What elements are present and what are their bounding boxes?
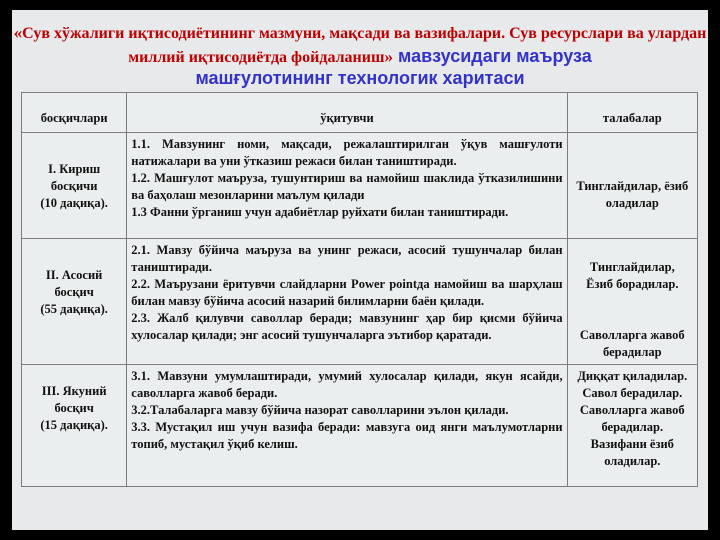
teacher-step: 2.1. Мавзу бўйича маъруза ва унинг режаси, асосий тушунчалар билан таништиради. [131,243,563,274]
title-close-quote: » [384,47,393,66]
header-stages: босқичлари [22,93,127,133]
stage-name: II. Асосий [45,268,103,282]
teacher-cell [127,239,567,365]
teacher-step: 3.3. Мустақил иш учун вазифа беради: мавзуга оид янги маълумотларни топиб, мустақил ўқиб келиш. [131,420,563,451]
header-teacher: ўқитувчи [127,93,567,133]
student-activity: Вазифани ёзиб оладилар. [590,437,674,468]
teacher-step: 1.3 Фанни ўрганиш учун адабиётлар руйхати билан таништиради. [131,205,509,219]
teacher-step: 2.2. Маърузани ёритувчи слайдларни Power pointда намойиш ва шарҳлаш билан мавзу бўйича асосий назарий билимларни баён қилади. [131,277,563,308]
student-activity: Диққат қиладилар. [577,369,688,383]
stage-cell [22,239,127,365]
table-row [22,239,698,365]
teacher-step: 2.3. Жалб қилувчи саволлар беради; мавзунинг ҳар бир қисми бўйича хулосалар қилади; энг асосий тушунчаларга эътибор қаратади. [131,311,563,342]
stage-name: III. Якуний [41,384,107,398]
technology-map-table [21,92,698,487]
students-cell [567,365,697,487]
stage-label: босқичи [50,179,98,193]
student-activity: Тинглайдилар, ёзиб оладилар [576,179,689,210]
student-activity: Ёзиб борадилар. [586,277,679,291]
header-students: талабалар [567,93,697,133]
student-activity: Тинглайдилар, [589,260,675,274]
stage-cell [22,133,127,239]
teacher-step: 1.2. Машғулот маъруза, тушунтириш ва намойиш шаклида ўтказилишини ва баҳолаш мезонларини маълум қилади [131,171,563,202]
stage-duration: (55 дақиқа). [40,302,108,316]
title-open-quote: « [13,23,23,42]
table-row [22,133,698,239]
teacher-cell [127,133,567,239]
table-header-row [22,93,698,133]
title-lecture: мавзусидаги маъруза [393,46,592,66]
title-technology-map: машғулотининг технологик харитаси [195,68,525,88]
teacher-step: 3.1. Мавзуни умумлаштиради, умумий хулосалар қилади, якун ясайди, саволларга жавоб беради. [131,369,563,400]
stage-name: I. Кириш [48,162,101,176]
students-cell [567,239,697,365]
student-activity: Саволларга жавоб берадилар [579,328,685,359]
teacher-cell [127,365,567,487]
students-cell [567,133,697,239]
slide-title [12,22,708,89]
student-activity: Савол берадилар. [582,386,683,400]
teacher-step: 3.2.Талабаларга мавзу бўйича назорат саволларини эълон қилади. [131,403,509,417]
stage-duration: (15 дақиқа). [40,418,108,432]
table-row [22,365,698,487]
student-activity: Саволларга жавоб берадилар. [579,403,685,434]
stage-label: босқич [54,285,94,299]
title-topic: Сув хўжалиги иқтисодиётининг мазмуни, мақсади ва вазифалари. Сув ресурслари ва улардан миллий иқтисодиётда фойдаланиш [22,25,707,66]
stage-cell [22,365,127,487]
slide [12,10,708,530]
stage-label: босқич [54,401,94,415]
teacher-step: 1.1. Мавзунинг номи, мақсади, режалаштирилган ўқув машғулоти натижалари ва уни ўтказиш режаси билан таништиради. [131,137,563,168]
stage-duration: (10 дақиқа). [40,196,108,210]
